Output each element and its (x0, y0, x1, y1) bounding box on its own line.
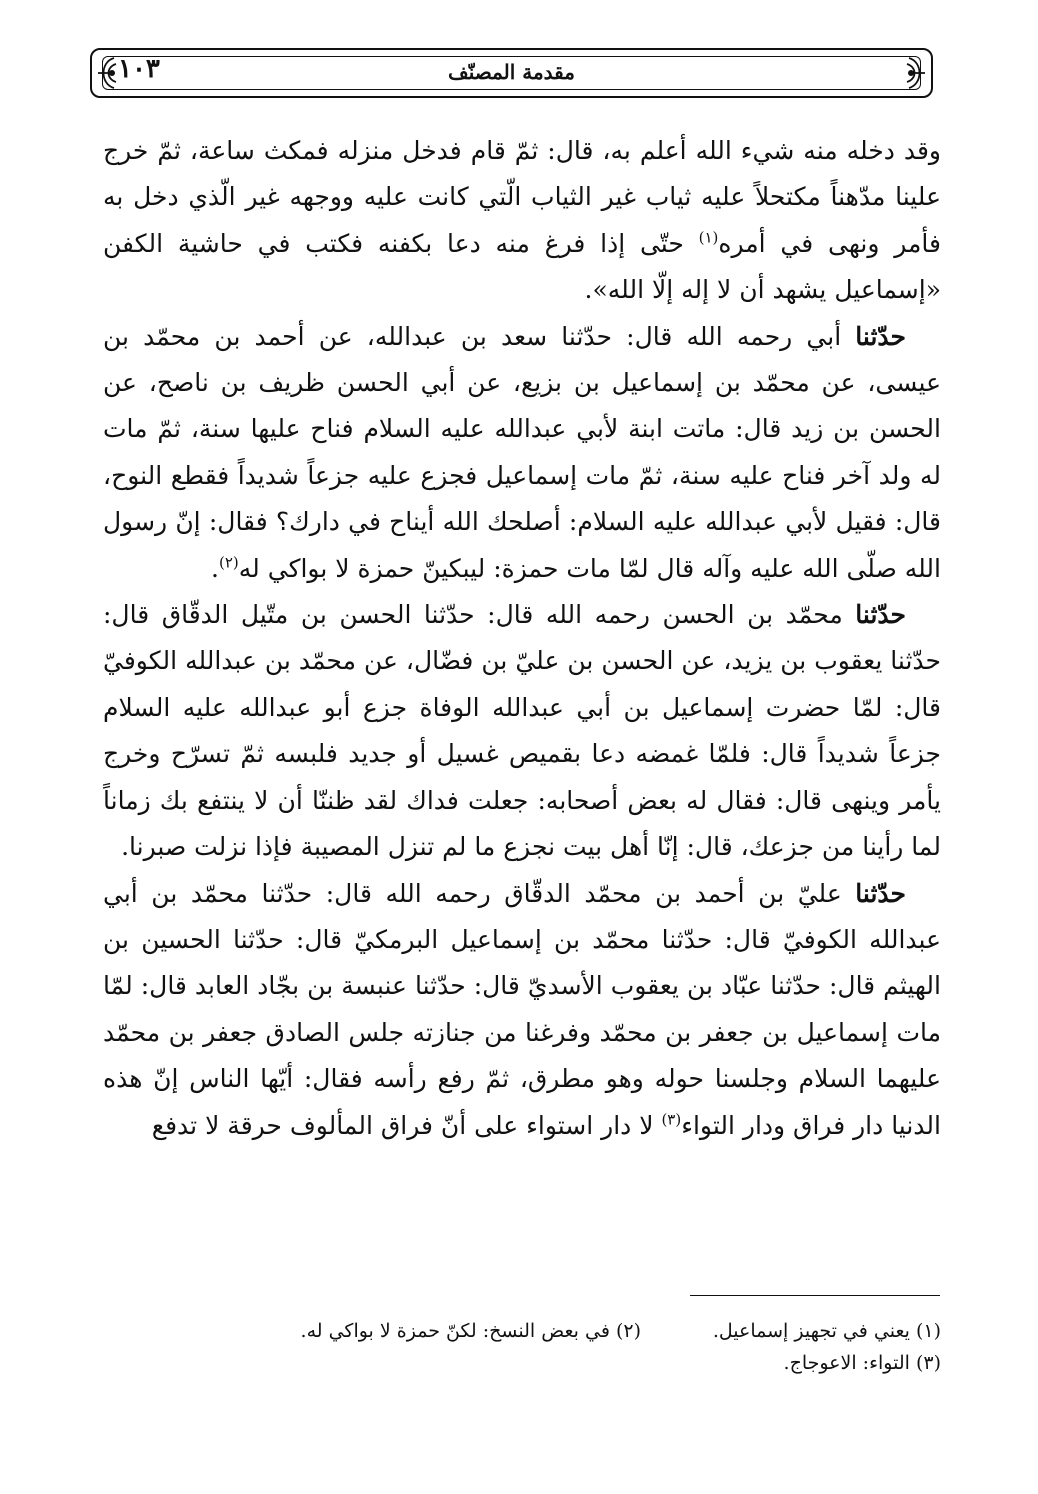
paragraph-tail: . (211, 553, 219, 583)
running-header (90, 48, 933, 98)
footnote-row (103, 1315, 941, 1347)
main-text (103, 128, 941, 1149)
footnote-ref: (٢) (218, 553, 239, 572)
chapter-title: مقدمة المصنّف (447, 60, 576, 84)
paragraph-text: أبي رحمه الله قال: حدّثنا سعد بن عبدالله، عن أحمد بن محمّد بن عيسى، عن محمّد بن إسماعيل بن بزيع، عن أبي الحسن ظريف بن ناصح، عن الحسن بن زيد قال: ماتت ابنة لأبي عبدالله عليه السلام فناح عليها سنة، ثمّ مات له ولد آخر فناح عليه سنة، ثمّ مات إسماعيل فجزع عليه جزعاً شديداً فقطع النوح، قال: فقيل لأبي عبدالله عليه السلام: أصلحك الله أيناح في دارك؟ فقال: إنّ رسول الله صلّى الله عليه وآله قال لمّا مات حمزة: ليبكينّ حمزة لا بواكي له (103, 321, 941, 583)
paragraph-1 (103, 128, 941, 314)
paragraph-text: وقد دخله منه شيء الله أعلم به، قال: ثمّ قام فدخل منزله فمكث ساعة، ثمّ خرج علينا مدّهناً مكتحلاً عليه ثياب غير الثياب الّتي كانت عليه ووجهه غير الّذي دخل به فأمر ونهى في أمره (103, 136, 941, 258)
footnote-ref: (٣) (661, 1110, 682, 1129)
footnote-1: (١) يعني في تجهيز إسماعيل. (712, 1320, 941, 1342)
paragraph-tail: حتّى إذا فرغ منه دعا بكفنه فكتب في حاشية الكفن «إسماعيل يشهد أن لا إله إلّا الله». (103, 228, 941, 305)
paragraph-4 (103, 871, 941, 1149)
footnote-separator (690, 1295, 940, 1296)
footnote-ref: (١) (698, 228, 719, 247)
paragraph-2 (103, 314, 941, 592)
paragraph-tail: لا دار استواء على أنّ فراق المألوف حرقة لا تدفع (151, 1110, 662, 1140)
page-number: ١٠٣ (118, 54, 160, 84)
paragraph-lead: حدّثنا (855, 321, 906, 351)
footnote-2: (٢) في بعض النسخ: لكنّ حمزة لا بواكي له. (300, 1320, 641, 1342)
footnotes (103, 1315, 941, 1379)
paragraph-3 (103, 592, 941, 870)
paragraph-lead: حدّثنا (855, 878, 906, 908)
paragraph-lead: حدّثنا (855, 600, 906, 630)
paragraph-text: محمّد بن الحسن رحمه الله قال: حدّثنا الحسن بن متّيل الدقّاق قال: حدّثنا يعقوب بن يزيد، عن الحسن بن عليّ بن فضّال، عن محمّد بن عبدالله الكوفيّ قال: لمّا حضرت إسماعيل بن أبي عبدالله الوفاة جزع أبو عبدالله عليه السلام جزعاً شديداً قال: فلمّا غمضه دعا بقميص غسيل أو جديد فلبسه ثمّ تسرّح وخرج يأمر وينهى قال: فقال له بعض أصحابه: جعلت فداك لقد ظننّا أن لا ينتفع بك زماناً لما رأينا من جزعك، قال: إنّا أهل بيت نجزع ما لم تنزل المصيبة فإذا نزلت صبرنا. (103, 600, 941, 862)
paragraph-text: عليّ بن أحمد بن محمّد الدقّاق رحمه الله قال: حدّثنا محمّد بن أبي عبدالله الكوفيّ قال: حدّثنا محمّد بن إسماعيل البرمكيّ قال: حدّثنا الحسين بن الهيثم قال: حدّثنا عبّاد بن يعقوب الأسديّ قال: حدّثنا عنبسة بن بجّاد العابد قال: لمّا مات إسماعيل بن جعفر بن محمّد وفرغنا من جنازته جلس الصادق جعفر بن محمّد عليهما السلام وجلسنا حوله وهو مطرق، ثمّ رفع رأسه فقال: أيّها الناس إنّ هذه الدنيا دار فراق ودار التواء (103, 878, 941, 1140)
footnote-3: (٣) التواء: الاعوجاج. (783, 1352, 941, 1374)
